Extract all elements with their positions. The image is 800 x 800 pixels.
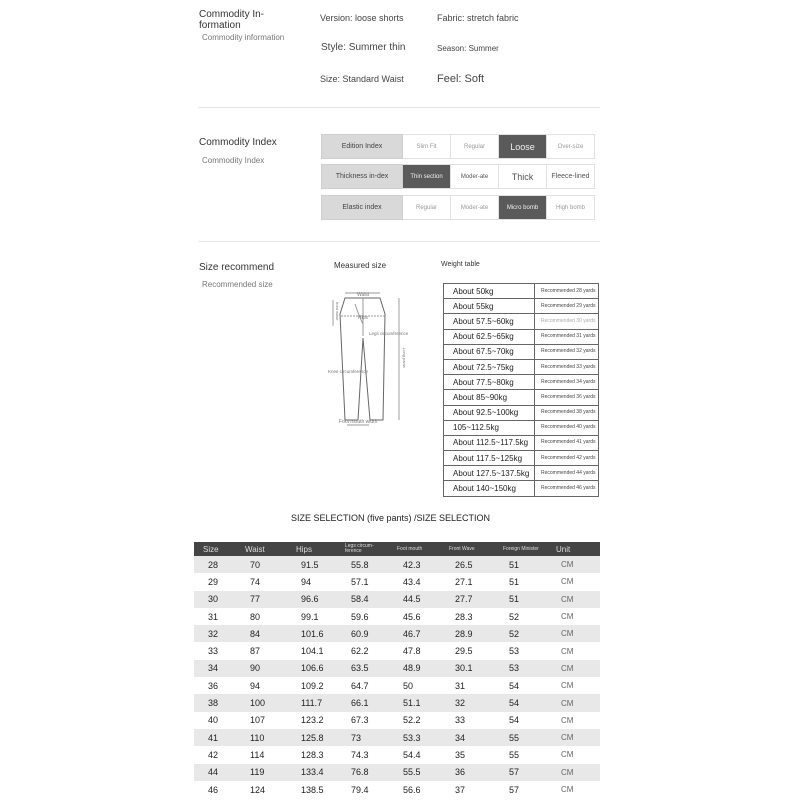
pants-diagram [325, 286, 435, 430]
info-fabric: Fabric: stretch fabric [437, 13, 519, 23]
table-cell: 51.1 [389, 694, 441, 711]
recommended-yards: Recommended 31 yards [535, 329, 599, 344]
table-cell: 30.1 [441, 660, 495, 677]
table-cell: 57 [509, 784, 520, 795]
table-cell: 31 [455, 680, 466, 691]
index-cell: Slim Fit [403, 134, 451, 159]
table-cell: 36 [441, 764, 495, 781]
table-row [194, 712, 600, 729]
table-cell: CM [561, 646, 574, 656]
table-cell: 57.1 [351, 576, 369, 587]
table-cell: 74 [250, 576, 261, 587]
weight-row [444, 359, 599, 374]
table-cell: 67.3 [351, 715, 369, 726]
table-cell: 114 [250, 749, 265, 760]
table-cell: 62.2 [351, 646, 369, 657]
table-cell: 44.5 [389, 591, 441, 608]
table-cell: 107 [250, 715, 266, 726]
weight-row [444, 299, 599, 314]
table-cell: 35 [455, 749, 466, 760]
table-cell: 33 [208, 646, 219, 657]
table-cell: 99.1 [301, 611, 319, 622]
table-cell: CM [547, 556, 600, 573]
table-cell: 53 [509, 646, 520, 657]
table-row [194, 642, 600, 659]
table-cell: 43.4 [403, 576, 421, 587]
table-cell: 64.7 [351, 680, 369, 691]
table-cell: 59.6 [351, 611, 369, 622]
table-cell: 119 [236, 764, 287, 781]
weight-value: About 72.5~75kg [444, 359, 535, 374]
table-cell: 30 [194, 591, 236, 608]
index-row-thickness [321, 164, 595, 189]
table-cell: CM [547, 591, 600, 608]
table-cell: CM [547, 694, 600, 711]
weight-value: About 55kg [444, 299, 535, 314]
header-hips: Hips [287, 542, 337, 556]
table-cell: 74.3 [351, 749, 369, 760]
weight-row [444, 405, 599, 420]
table-cell: 79.4 [351, 784, 369, 795]
table-cell: 38 [194, 694, 236, 711]
table-cell: CM [547, 729, 600, 746]
table-cell: 76.8 [337, 764, 389, 781]
table-cell: 55 [495, 729, 547, 746]
table-row [194, 694, 600, 711]
index-cell: Regular [403, 195, 451, 220]
label-foot: Foot mouth width [339, 419, 378, 425]
table-cell: 56.6 [403, 784, 421, 795]
header-front-wave: Front Wave [441, 542, 495, 556]
table-cell: 91.5 [287, 556, 337, 573]
recommended-yards: Recommended 46 yards [535, 481, 599, 496]
recommended-yards: Recommended 38 yards [535, 405, 599, 420]
table-row [194, 556, 600, 573]
header-size: Size [194, 542, 236, 556]
table-cell: CM [547, 660, 600, 677]
table-cell: 53 [495, 660, 547, 677]
table-cell: 34 [441, 729, 495, 746]
table-cell: 45.6 [403, 611, 421, 622]
weight-row [444, 481, 599, 496]
table-cell: 44 [194, 764, 236, 781]
weight-row [444, 329, 599, 344]
table-cell: CM [547, 625, 600, 642]
table-cell: 104.1 [301, 646, 324, 657]
label-waist: Waist [357, 292, 370, 298]
table-cell: 77 [236, 591, 287, 608]
index-row-elastic [321, 195, 595, 220]
table-cell: 110 [236, 729, 287, 746]
table-cell: 28 [194, 556, 236, 573]
weight-row [444, 451, 599, 466]
index-cell: Moder-ate [451, 195, 499, 220]
table-row [194, 729, 600, 746]
table-cell: 138.5 [301, 784, 324, 795]
table-cell: 51 [495, 591, 547, 608]
recommended-yards: Recommended 29 yards [535, 299, 599, 314]
label-knee: Knee circumference [328, 369, 369, 374]
label-length: Long pants [402, 348, 407, 368]
table-cell: 50 [403, 680, 414, 691]
size-selection-title: SIZE SELECTION (five pants) /SIZE SELECTION [291, 513, 491, 523]
table-cell: 40 [208, 715, 219, 726]
table-row [194, 746, 600, 763]
table-cell: 124 [250, 784, 266, 795]
table-cell: 36 [208, 680, 219, 691]
table-cell: 128.3 [301, 749, 324, 760]
header-waist: Waist [236, 542, 287, 556]
weight-value: About 92.5~100kg [444, 405, 535, 420]
recommended-yards: Recommended 28 yards [535, 284, 599, 299]
weight-value: 105~112.5kg [444, 420, 535, 435]
weight-value: About 140~150kg [444, 481, 535, 496]
table-cell: 109.2 [301, 680, 324, 691]
table-cell: 73 [337, 729, 389, 746]
commodity-information-title: Commodity In-formation [199, 9, 265, 31]
table-cell: 48.9 [389, 660, 441, 677]
size-table [194, 542, 600, 798]
index-label: Edition Index [321, 134, 403, 159]
table-cell: 27.7 [441, 591, 495, 608]
label-legs: Legs circumference [369, 331, 409, 336]
table-cell: 31 [208, 611, 219, 622]
weight-row [444, 375, 599, 390]
info-season: Season: Summer [437, 44, 499, 53]
weight-table-title: Weight table [441, 261, 480, 268]
table-row [194, 660, 600, 677]
table-cell: 29.5 [455, 646, 473, 657]
table-cell: 42 [208, 749, 219, 760]
table-cell: 111.7 [287, 694, 337, 711]
table-cell: 32 [194, 625, 236, 642]
table-cell: CM [561, 715, 574, 725]
table-cell: 80 [250, 611, 261, 622]
table-cell: 70 [236, 556, 287, 573]
commodity-information-subtitle: Commodity information [202, 33, 285, 42]
index-label: Thickness in-dex [321, 164, 403, 189]
table-cell: 54 [509, 680, 520, 691]
table-cell: 32 [441, 694, 495, 711]
table-cell: 100 [236, 694, 287, 711]
recommended-yards: Recommended 42 yards [535, 451, 599, 466]
weight-value: About 117.5~125kg [444, 451, 535, 466]
weight-row [444, 314, 599, 329]
info-size: Size: Standard Waist [320, 74, 404, 84]
table-row [194, 573, 600, 590]
index-cell: Fleece-lined [547, 164, 595, 189]
recommended-yards: Recommended 41 yards [535, 435, 599, 450]
size-table-header [194, 542, 600, 556]
table-cell: 87 [250, 646, 261, 657]
table-cell: 55.8 [337, 556, 389, 573]
table-cell: 54 [495, 694, 547, 711]
table-row [194, 764, 600, 781]
table-cell: 63.5 [337, 660, 389, 677]
table-cell: CM [561, 612, 574, 622]
weight-value: About 67.5~70kg [444, 344, 535, 359]
weight-table [443, 283, 599, 497]
table-cell: 66.1 [337, 694, 389, 711]
index-cell: Regular [451, 134, 499, 159]
index-cell-selected: Thin section [403, 164, 451, 189]
table-cell: CM [561, 577, 574, 587]
table-cell: CM [561, 681, 574, 691]
table-cell: 58.4 [337, 591, 389, 608]
table-cell: 42.3 [389, 556, 441, 573]
table-cell: 41 [194, 729, 236, 746]
recommended-yards: Recommended 33 yards [535, 359, 599, 374]
index-cell-selected: Micro bomb [499, 195, 547, 220]
table-cell: 52 [495, 625, 547, 642]
index-cell: Moder-ate [451, 164, 499, 189]
table-cell: CM [547, 764, 600, 781]
table-cell: 55.5 [389, 764, 441, 781]
index-cell: Over-size [547, 134, 595, 159]
weight-value: About 77.5~80kg [444, 375, 535, 390]
table-cell: 52 [509, 611, 520, 622]
divider [198, 107, 600, 108]
index-label: Elastic index [321, 195, 403, 220]
table-cell: 94 [301, 576, 312, 587]
recommended-yards: Recommended 44 yards [535, 466, 599, 481]
weight-value: About 112.5~117.5kg [444, 435, 535, 450]
table-cell: 27.1 [455, 576, 473, 587]
table-cell: 96.6 [287, 591, 337, 608]
info-style: Style: Summer thin [321, 42, 406, 53]
table-cell: 51 [495, 556, 547, 573]
size-recommend-subtitle: Recommended size [202, 280, 273, 289]
table-cell: 54 [509, 715, 520, 726]
divider [198, 241, 600, 242]
table-cell: 54.4 [403, 749, 421, 760]
index-cell: Thick [499, 164, 547, 189]
table-cell: CM [561, 750, 574, 760]
header-foot: Foot mouth [389, 542, 441, 556]
table-cell: 94 [250, 680, 261, 691]
table-cell: 123.2 [301, 715, 324, 726]
weight-value: About 62.5~65kg [444, 329, 535, 344]
table-cell: 46 [208, 784, 219, 795]
table-cell: 33 [455, 715, 466, 726]
table-cell: CM [561, 785, 574, 794]
weight-row [444, 344, 599, 359]
table-cell: 47.8 [403, 646, 421, 657]
table-cell: 29 [208, 576, 219, 587]
recommended-yards: Recommended 30 yards [535, 314, 599, 329]
table-cell: 46.7 [389, 625, 441, 642]
weight-row [444, 420, 599, 435]
commodity-index-title: Commodity Index [199, 137, 277, 148]
table-cell: 55 [509, 749, 520, 760]
info-feel: Feel: Soft [437, 73, 485, 85]
header-legs: Legs circum-ference [337, 542, 389, 556]
weight-value: About 50kg [444, 284, 535, 299]
table-cell: 125.8 [287, 729, 337, 746]
header-unit: Unit [547, 542, 600, 556]
size-recommend-title: Size recommend [199, 262, 275, 273]
table-cell: 106.6 [287, 660, 337, 677]
table-cell: 57 [495, 764, 547, 781]
table-cell: 28.9 [441, 625, 495, 642]
weight-value: About 127.5~137.5kg [444, 466, 535, 481]
label-front-wave: front wave [335, 302, 340, 321]
index-cell: High bomb [547, 195, 595, 220]
index-row-edition [321, 134, 595, 159]
header-foreign-minister: Foreign Minister [495, 542, 547, 556]
table-cell: 60.9 [337, 625, 389, 642]
table-cell: 28.3 [455, 611, 473, 622]
recommended-yards: Recommended 32 yards [535, 344, 599, 359]
table-cell: 133.4 [287, 764, 337, 781]
recommended-yards: Recommended 40 yards [535, 420, 599, 435]
commodity-index-subtitle: Commodity Index [202, 156, 265, 165]
label-hips: Hips [358, 315, 369, 321]
table-row [194, 625, 600, 642]
table-row [194, 608, 600, 625]
table-row [194, 781, 600, 798]
recommended-yards: Recommended 36 yards [535, 390, 599, 405]
recommended-yards: Recommended 34 yards [535, 375, 599, 390]
weight-value: About 57.5~60kg [444, 314, 535, 329]
weight-row [444, 466, 599, 481]
weight-row [444, 284, 599, 299]
table-cell: 37 [455, 784, 466, 795]
weight-row [444, 435, 599, 450]
table-cell: 90 [236, 660, 287, 677]
weight-value: About 85~90kg [444, 390, 535, 405]
weight-row [444, 390, 599, 405]
table-row [194, 591, 600, 608]
table-cell: 84 [236, 625, 287, 642]
table-cell: 53.3 [389, 729, 441, 746]
index-cell-selected: Loose [499, 134, 547, 159]
table-cell: 52.2 [403, 715, 421, 726]
table-row [194, 677, 600, 694]
measured-size-title: Measured size [334, 261, 387, 270]
table-cell: 34 [194, 660, 236, 677]
info-version: Version: loose shorts [320, 13, 404, 23]
table-cell: 51 [509, 576, 520, 587]
table-cell: 101.6 [287, 625, 337, 642]
table-cell: 26.5 [441, 556, 495, 573]
